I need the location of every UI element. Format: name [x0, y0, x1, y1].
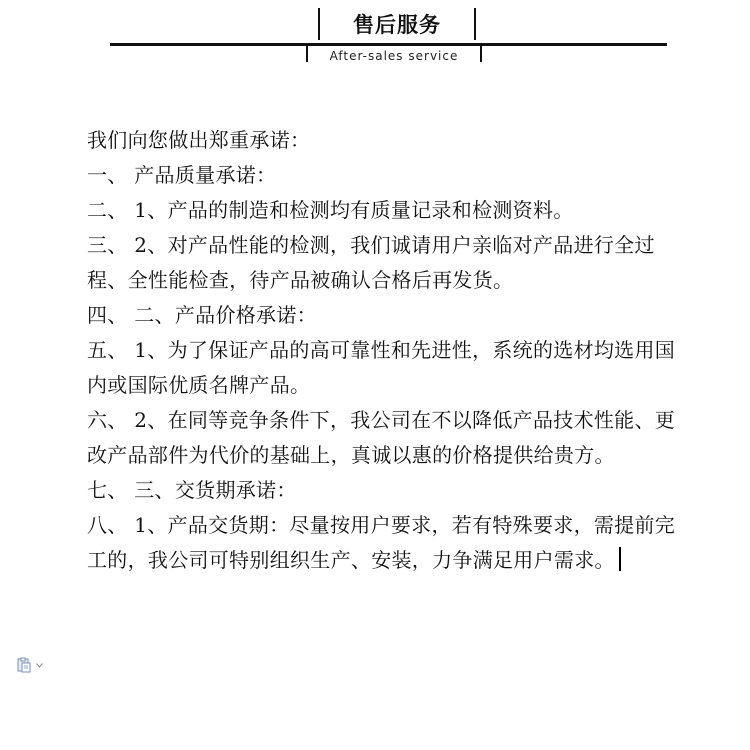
paragraph: 四、 二、产品价格承诺： — [87, 303, 317, 327]
paste-options-icon[interactable] — [16, 657, 46, 673]
chevron-down-icon — [36, 663, 43, 668]
title-box — [318, 8, 476, 40]
paragraph: 三、 2、对产品性能的检测，我们诚请用户亲临对产品进行全过程、全性能检查，待产品被确认合格后再发货。 — [87, 233, 655, 292]
text-cursor — [619, 547, 621, 571]
paragraph-last — [87, 508, 677, 578]
subtitle-box — [306, 46, 482, 62]
paragraph-text: 八、 1、产品交货期：尽量按用户要求，若有特殊要求，需提前完工的，我公司可特别组织生产、安装，力争满足用户需求。 — [87, 513, 676, 572]
document-body[interactable] — [87, 123, 677, 578]
clipboard-icon — [16, 657, 32, 673]
paragraph: 七、 三、交货期承诺： — [87, 478, 297, 502]
paragraph: 二、 1、产品的制造和检测均有质量记录和检测资料。 — [87, 198, 574, 222]
paragraph: 一、 产品质量承诺： — [87, 163, 277, 187]
paragraph: 六、 2、在同等竞争条件下，我公司在不以降低产品技术性能、更改产品部件为代价的基础上，真诚以惠的价格提供给贵方。 — [87, 408, 676, 467]
page-title: 售后服务 — [353, 13, 441, 37]
page-subtitle: After-sales service — [329, 49, 459, 63]
paragraph: 五、 1、为了保证产品的高可靠性和先进性，系统的选材均选用国内或国际优质名牌产品。 — [87, 338, 676, 397]
paragraph: 我们向您做出郑重承诺： — [87, 128, 311, 152]
